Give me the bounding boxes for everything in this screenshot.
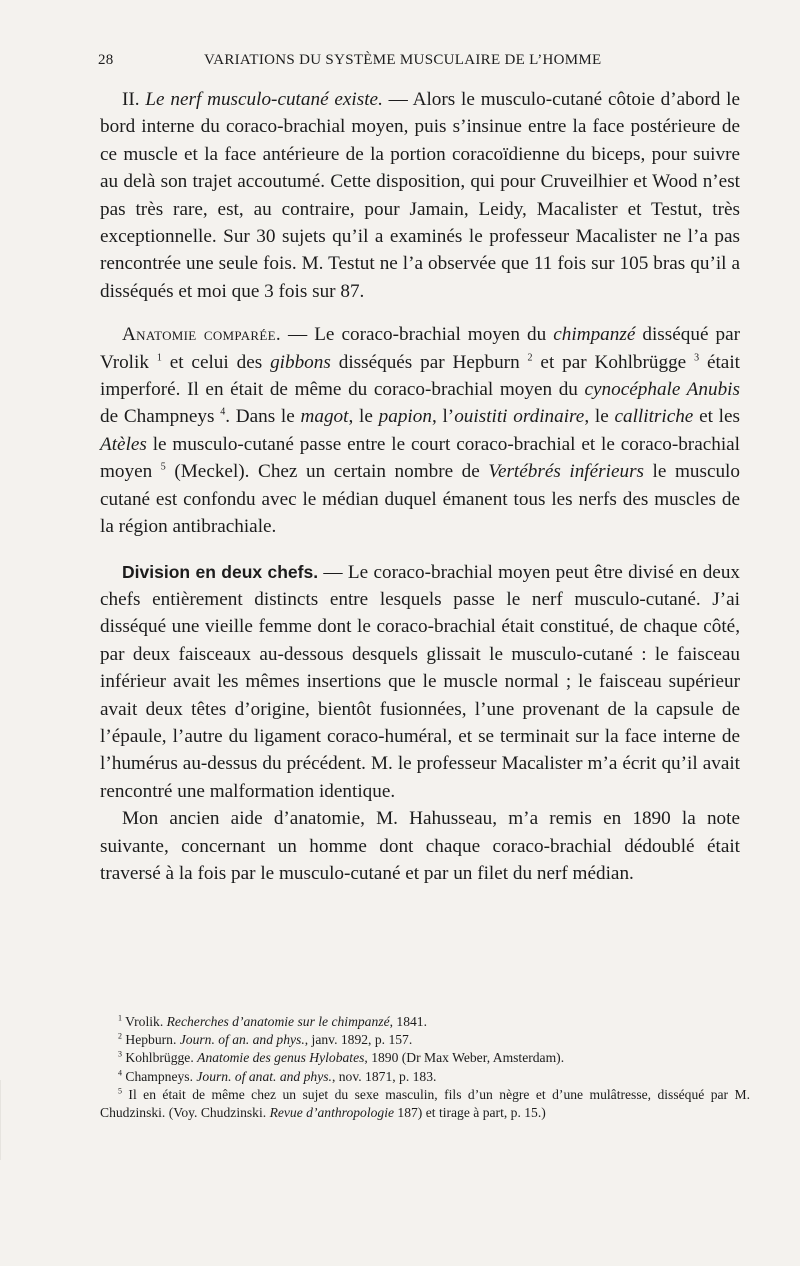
paragraph-division-deux-chefs [100, 559, 740, 806]
footnote-1: $^1$ Vrolik. Recherches d’anatomie sur le chimpanzé, 1841. [118, 1013, 427, 1029]
paragraph-anatomie-comparee: Anatomie comparée. — Le coraco-brachial moyen du chimpanzé disséqué par Vrolik $^1$ et celui des gibbons disséqués par Hepburn $^2$ et par Kohlbrügge $^3$ était imperforé. Il en était de même du coraco-brachial moyen du cynocéphale Anubis de Champneys $^4$. Dans le magot, le papion, l’ouistiti ordinaire, le callitriche et les Atèles le musculo-cutané passe entre le court coraco-brachial et le coraco-brachial moyen $^5$ (Meckel). Chez un certain nombre de Vertébrés inférieurs le musculo cutané est confondu avec le médian duquel émanent tous les nerfs des muscles de la région antibrachiale. [100, 324, 740, 538]
section-title: Le nerf musculo-cutané existe. [145, 89, 383, 110]
footnote-5: $^5$ Il en était de même chez un sujet du sexe masculin, fils d’un nègre et d’une mulâtresse, disséqué par M. Chudzinski. (Voy. Chudzinski. Revue d’anthropologie 187) et tirage à part, p. 15.) [100, 1086, 750, 1121]
footnote-4: $^4$ Champneys. Journ. of anat. and phys., nov. 1871, p. 183. [118, 1068, 437, 1084]
paragraph-text: — Alors le musculo-cutané côtoie d’abord le bord interne du coraco-brachial moyen, puis s’insinue entre la face postérieure de ce muscle et la face antérieure de la portion coracoïdienne du biceps, pour suivre au delà son trajet accoutumé. Cette disposition, qui pour Cruveilhier et Wood n’est pas très rare, est, au contraire, pour Jamain, Leidy, Macalister et Testut, très exceptionnelle. Sur 30 sujets qu’il a examinés le professeur Macalister ne l’a pas rencontrée une seule fois. M. Testut ne l’a observée que 11 fois sur 105 bras qu’il a disséqués et moi que 3 fois sur 87. [100, 89, 741, 302]
paragraph-text: — Le coraco-brachial moyen peut être divisé en deux chefs entièrement distincts entre lesquels passe le nerf musculo-cutané. J’ai disséqué une vieille femme dont le coraco-brachial était constitué, de chaque côté, par deux faisceaux au-dessous desquels glissait le musculo-cutané : le faisceau inférieur avait les mêmes insertions que le muscle normal ; le faisceau supérieur avait deux têtes d’origine, bientôt fusionnées, l’une provenant de la capsule de l’épaule, l’autre du ligament coraco-huméral, et se terminait sur la face interne de l’humérus au-dessus du précédent. M. le professeur Macalister m’a écrit qu’il avait rencontré une malformation identique. [100, 561, 741, 802]
footnotes [100, 1013, 750, 1122]
section-heading: Anatomie comparée. [122, 324, 281, 346]
footnote-ref: 3 [694, 352, 700, 364]
footnote-2: $^2$ Hepburn. Journ. of an. and phys., janv. 1892, p. 157. [118, 1031, 413, 1048]
footnote-3: $^3$ Kohlbrügge. Anatomie des genus Hylobates, 1890 (Dr Max Weber, Amsterdam). [118, 1049, 565, 1066]
section-heading: Division en deux chefs. [122, 561, 319, 582]
paragraph-hahusseau: Mon ancien aide d’anatomie, M. Hahusseau, m’a remis en 1890 la note suivante, concernant un homme dont chaque coraco-brachial dédoublé était traversé à la fois par le musculo-cutané et par un filet du nerf médian. [100, 808, 740, 884]
running-title: VARIATIONS DU SYSTÈME MUSCULAIRE DE L’HOMME [204, 52, 602, 68]
main-text [100, 86, 740, 887]
footnote-ref: 5 [160, 461, 166, 473]
page-number: 28 [98, 52, 114, 68]
footnote-ref: 2 [527, 352, 533, 364]
paragraph-musculo-cutane [100, 86, 740, 305]
footnote-ref: 1 [156, 352, 162, 364]
section-number: II. [122, 89, 140, 110]
footnote-ref: 4 [220, 407, 226, 419]
page-scuff-mark [0, 1080, 61, 1160]
